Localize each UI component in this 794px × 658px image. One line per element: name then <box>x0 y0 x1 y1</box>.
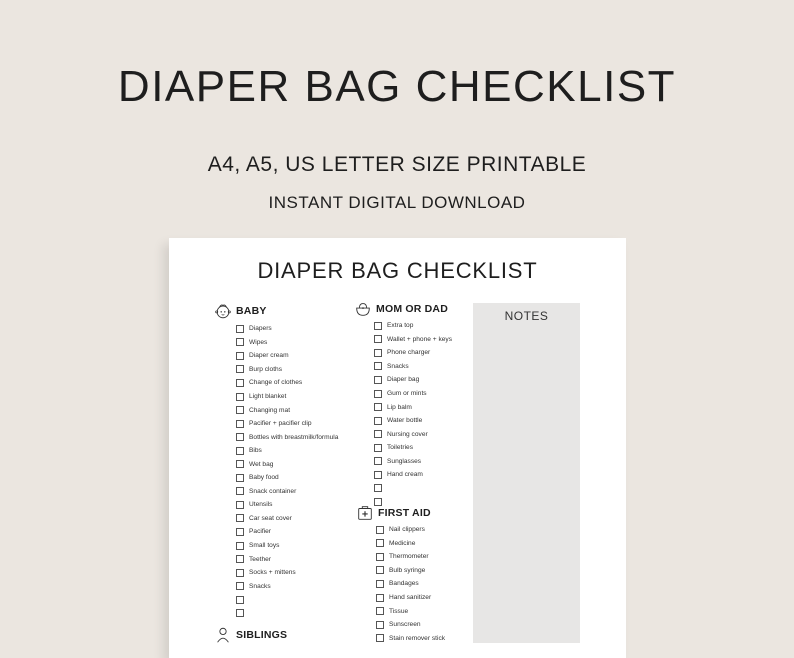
checkbox[interactable] <box>236 406 244 414</box>
checkbox[interactable] <box>376 634 384 642</box>
checklist-item <box>236 539 338 553</box>
checklist-item-label: Diaper bag <box>387 376 420 384</box>
checklist-item <box>374 414 452 428</box>
checklist-item-label: Medicine <box>389 539 416 547</box>
checkbox[interactable] <box>374 322 382 330</box>
checklist-item-label: Thermometer <box>389 553 429 561</box>
checklist-item-label: Sunglasses <box>387 457 422 465</box>
checklist-item <box>236 593 338 607</box>
checklist-item-label: Diapers <box>249 325 272 333</box>
checklist-item-label: Changing mat <box>249 406 291 414</box>
checklist-item <box>374 346 452 360</box>
section-baby-heading <box>214 302 338 320</box>
section-first-aid <box>356 504 445 645</box>
checkbox[interactable] <box>374 390 382 398</box>
checkbox[interactable] <box>376 594 384 602</box>
checkbox[interactable] <box>374 444 382 452</box>
banner-subtitle: A4, A5, US LETTER SIZE PRINTABLE <box>207 153 587 176</box>
checklist-item <box>376 537 445 551</box>
checklist-item-label: Pacifier <box>249 528 271 536</box>
checklist-item <box>236 430 338 444</box>
checkbox[interactable] <box>236 555 244 563</box>
checkbox[interactable] <box>374 362 382 370</box>
checklist-item <box>236 444 338 458</box>
checklist-item <box>236 579 338 593</box>
checklist-item <box>374 319 452 333</box>
checklist-item <box>236 457 338 471</box>
checklist-item <box>374 441 452 455</box>
section-siblings-heading <box>214 626 287 644</box>
checklist-item-label: Utensils <box>249 501 273 509</box>
checklist-item <box>376 523 445 537</box>
checklist-item-label: Toiletries <box>387 444 414 452</box>
checklist-item <box>376 604 445 618</box>
checklist-item <box>236 363 338 377</box>
checklist-item-label: Bottles with breastmilk/formula <box>249 433 339 441</box>
checklist-item-label: Car seat cover <box>249 514 292 522</box>
banner-title: DIAPER BAG CHECKLIST <box>117 62 677 111</box>
checkbox[interactable] <box>236 528 244 536</box>
checklist-item-label: Extra top <box>387 322 414 330</box>
checklist-item-label: Bandages <box>389 580 419 588</box>
section-siblings <box>214 626 287 644</box>
checkbox[interactable] <box>236 460 244 468</box>
checklist-sheet <box>169 238 626 658</box>
checklist-item <box>374 400 452 414</box>
checklist-item-label: Hand sanitizer <box>389 594 432 601</box>
checklist-item <box>236 471 338 485</box>
checklist-item <box>236 390 338 404</box>
checklist-item-label: Socks + mittens <box>249 569 296 577</box>
checklist-item-label: Water bottle <box>387 417 423 425</box>
checkbox[interactable] <box>374 471 382 479</box>
checkbox[interactable] <box>236 569 244 577</box>
checklist-item <box>376 618 445 632</box>
checklist-item-label: Hand cream <box>387 471 423 479</box>
checklist-item-label: Burp cloths <box>249 365 282 373</box>
checklist-item-label: Wet bag <box>249 460 274 468</box>
checkbox[interactable] <box>236 338 244 346</box>
checklist-item-label: Snacks <box>249 582 271 590</box>
section-mom-or-dad <box>354 300 452 509</box>
mom-item-list <box>374 319 452 509</box>
checklist-item-label: Sunscreen <box>389 621 421 629</box>
checkbox[interactable] <box>374 376 382 384</box>
checkbox[interactable] <box>376 526 384 534</box>
checklist-item <box>376 631 445 645</box>
section-mom-title: MOM OR DAD <box>376 303 448 315</box>
checkbox[interactable] <box>376 553 384 561</box>
section-mom-heading <box>354 300 452 318</box>
checklist-item <box>376 577 445 591</box>
checklist-item-label: Tissue <box>389 607 409 615</box>
checklist-item <box>374 468 452 482</box>
checklist-item <box>236 552 338 566</box>
checkbox[interactable] <box>236 474 244 482</box>
banner-subtitle-download: INSTANT DIGITAL DOWNLOAD <box>268 193 526 212</box>
checklist-item <box>236 376 338 390</box>
checkbox[interactable] <box>236 393 244 401</box>
checklist-item <box>374 387 452 401</box>
checkbox[interactable] <box>376 539 384 547</box>
checkbox[interactable] <box>236 582 244 590</box>
checkbox[interactable] <box>236 379 244 387</box>
checklist-item-label: Stain remover stick <box>389 634 446 642</box>
checklist-item-label: Pacifier + pacifier clip <box>249 420 312 428</box>
checkbox[interactable] <box>374 484 382 492</box>
checkbox[interactable] <box>376 607 384 615</box>
checkbox[interactable] <box>374 335 382 343</box>
checklist-item <box>236 566 338 580</box>
checklist-item <box>236 417 338 431</box>
checklist-item-label: Lip balm <box>387 403 412 411</box>
checklist-item <box>376 550 445 564</box>
checklist-item-label: Teether <box>249 555 271 563</box>
checkbox[interactable] <box>236 447 244 455</box>
checkbox[interactable] <box>376 580 384 588</box>
first-aid-item-list <box>376 523 445 645</box>
checkbox[interactable] <box>236 365 244 373</box>
checklist-item-label: Bibs <box>249 447 262 455</box>
checkbox[interactable] <box>236 433 244 441</box>
checkbox[interactable] <box>236 352 244 360</box>
checkbox[interactable] <box>374 417 382 425</box>
checklist-item-label: Nursing cover <box>387 430 428 438</box>
checklist-item <box>376 564 445 578</box>
checklist-item <box>374 360 452 374</box>
section-baby <box>214 302 338 620</box>
checklist-item <box>236 525 338 539</box>
checkbox[interactable] <box>374 457 382 465</box>
checklist-item <box>236 322 338 336</box>
checklist-item <box>376 591 445 605</box>
checklist-item <box>236 606 338 620</box>
checkbox[interactable] <box>236 514 244 522</box>
notes-title: NOTES <box>504 309 549 323</box>
checklist-item-label: Bulb syringe <box>389 566 426 574</box>
child-icon <box>214 626 232 644</box>
checklist-item-label: Snacks <box>387 362 409 370</box>
checkbox[interactable] <box>236 501 244 509</box>
checkbox[interactable] <box>374 430 382 438</box>
checkbox[interactable] <box>236 487 244 495</box>
checklist-item <box>374 454 452 468</box>
checkbox[interactable] <box>374 349 382 357</box>
checklist-item-label: Baby food <box>249 474 279 482</box>
checkbox[interactable] <box>236 542 244 550</box>
checklist-item-label: Gum or mints <box>387 390 427 397</box>
section-siblings-title: SIBLINGS <box>236 629 288 641</box>
baby-item-list <box>236 322 338 620</box>
checklist-item <box>374 427 452 441</box>
checklist-item <box>236 336 338 350</box>
checklist-item <box>236 498 338 512</box>
checklist-item <box>236 349 338 363</box>
checkbox[interactable] <box>236 325 244 333</box>
checklist-item <box>236 485 338 499</box>
checklist-item-label: Snack container <box>249 487 297 495</box>
baby-icon <box>214 302 232 320</box>
checklist-item-label: Light blanket <box>249 393 287 400</box>
checklist-item <box>236 403 338 417</box>
checklist-item-label: Nail clippers <box>389 526 425 534</box>
notes-panel <box>473 303 580 643</box>
section-baby-title: BABY <box>236 305 267 317</box>
sheet-title: DIAPER BAG CHECKLIST <box>257 258 538 283</box>
checklist-item-label: Diaper cream <box>249 352 289 360</box>
first-aid-kit-icon <box>356 504 374 522</box>
checkbox[interactable] <box>376 566 384 574</box>
checklist-item <box>374 482 452 496</box>
checklist-item-label: Phone charger <box>387 349 431 357</box>
purse-icon <box>354 300 372 318</box>
checklist-item <box>374 373 452 387</box>
checklist-item-label: Change of clothes <box>249 379 303 387</box>
section-first-aid-heading <box>356 504 445 522</box>
checkbox[interactable] <box>236 420 244 428</box>
checkbox[interactable] <box>236 596 244 604</box>
checklist-item-label: Small toys <box>249 542 280 550</box>
checkbox[interactable] <box>374 403 382 411</box>
checkbox[interactable] <box>376 621 384 629</box>
checklist-item-label: Wallet + phone + keys <box>387 335 452 343</box>
checkbox[interactable] <box>236 609 244 617</box>
section-first-aid-title: FIRST AID <box>378 507 431 519</box>
checklist-item-label: Wipes <box>249 338 268 346</box>
checklist-item <box>236 512 338 526</box>
checklist-item <box>374 333 452 347</box>
